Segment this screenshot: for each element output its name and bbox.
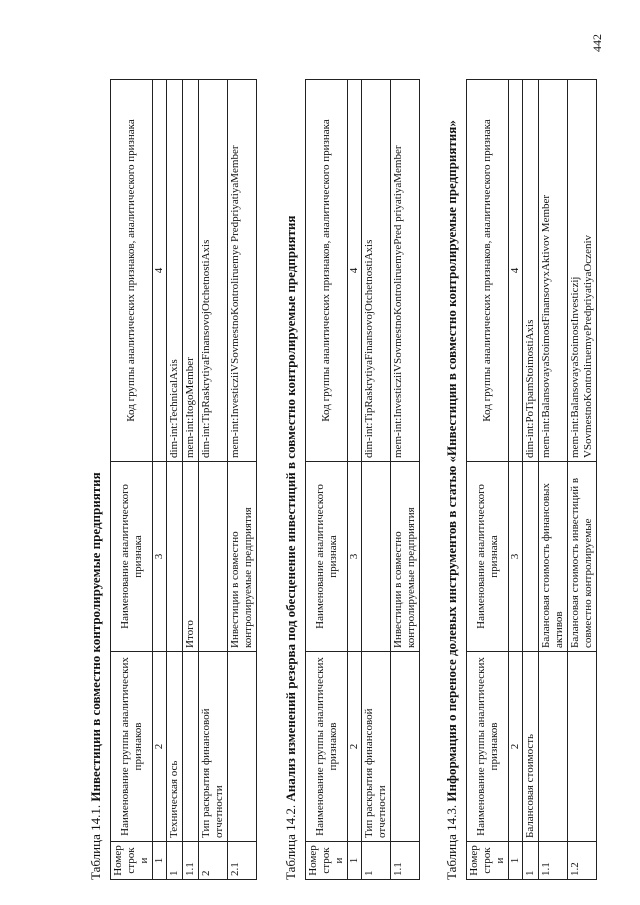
table-14-1-caption [88, 50, 104, 880]
header-cell: Код группы аналитических признаков, аналитического признака [467, 80, 509, 462]
caption-prefix: Таблица 14.3. [444, 804, 459, 880]
feature-name: Итого [183, 462, 199, 652]
group-name: Тип раскрытия финансовой отчетности [199, 652, 228, 842]
page-number: 442 [590, 34, 604, 52]
row-number: 1.1 [391, 842, 420, 880]
group-name [568, 652, 597, 842]
row-number: 2.1 [228, 842, 257, 880]
column-number: 2 [509, 652, 523, 842]
group-name: Техническая ось [167, 652, 183, 842]
feature-code: mem-int:BalansovayaStoimostFinansovyxAktivov Member [539, 80, 568, 462]
column-number: 2 [348, 652, 362, 842]
group-name [539, 652, 568, 842]
table-row [568, 80, 597, 880]
group-name [228, 652, 257, 842]
caption-title: Информация о переносе долевых инструментов в статью «Инвестиции в совместно контролируемые предприятия» [444, 120, 459, 802]
header-cell: Номер строки [111, 842, 153, 880]
header-cell: Наименование аналитического признака [467, 462, 509, 652]
table-row [228, 80, 257, 880]
column-number: 4 [509, 80, 523, 462]
header-row [111, 80, 153, 880]
row-number: 1.2 [568, 842, 597, 880]
caption-prefix: Таблица 14.2. [283, 804, 298, 880]
header-cell: Код группы аналитических признаков, аналитического признака [111, 80, 153, 462]
feature-name [523, 462, 539, 652]
row-number: 2 [199, 842, 228, 880]
table-row [362, 80, 391, 880]
table-14-2 [305, 79, 420, 880]
table-14-1 [110, 79, 257, 880]
header-cell: Наименование группы аналитических признаков [111, 652, 153, 842]
feature-code: mem-int:InvesticziiVSovmestnoKontroliruemyePred priyatiyaMember [391, 80, 420, 462]
feature-code: dim-int:PoTipamStoimostiAxis [523, 80, 539, 462]
table-row [199, 80, 228, 880]
header-cell: Наименование аналитического признака [306, 462, 348, 652]
header-cell: Наименование аналитического признака [111, 462, 153, 652]
column-number: 4 [153, 80, 167, 462]
column-number: 2 [153, 652, 167, 842]
group-name: Тип раскрытия финансовой отчетности [362, 652, 391, 842]
header-row [467, 80, 509, 880]
column-number-row [348, 80, 362, 880]
feature-name: Балансовая стоимость инвестиций в совместно контролируемые [568, 462, 597, 652]
table-row [391, 80, 420, 880]
table-14-3-caption [444, 50, 460, 880]
column-number: 3 [153, 462, 167, 652]
header-cell: Номер строки [467, 842, 509, 880]
column-number: 1 [348, 842, 362, 880]
column-number: 4 [348, 80, 362, 462]
group-name: Балансовая стоимость [523, 652, 539, 842]
caption-title: Анализ изменений резерва под обесценение инвестиций в совместно контролируемые предприятия [283, 215, 298, 802]
feature-name [167, 462, 183, 652]
table-row [539, 80, 568, 880]
caption-title: Инвестиции в совместно контролируемые предприятия [88, 472, 103, 802]
table-row [183, 80, 199, 880]
row-number: 1 [167, 842, 183, 880]
header-cell: Наименование группы аналитических признаков [467, 652, 509, 842]
column-number: 3 [509, 462, 523, 652]
feature-name [199, 462, 228, 652]
table-row [523, 80, 539, 880]
feature-name: Инвестиции в совместно контролируемые предприятия [228, 462, 257, 652]
feature-code: mem-int:InvesticziiVSovmestnoKontroliruemye PredpriyatiyaMember [228, 80, 257, 462]
column-number: 1 [509, 842, 523, 880]
table-14-3 [466, 79, 597, 880]
feature-code: dim-int:TipRaskrytiyaFinansovojOtchetnostiAxis [199, 80, 228, 462]
group-name [391, 652, 420, 842]
caption-prefix: Таблица 14.1. [88, 804, 103, 880]
feature-name [362, 462, 391, 652]
header-cell: Номер строки [306, 842, 348, 880]
feature-code: dim-int:TipRaskrytiyaFinansovojOtchetnostiAxis [362, 80, 391, 462]
column-number: 1 [153, 842, 167, 880]
row-number: 1 [362, 842, 391, 880]
column-number-row [509, 80, 523, 880]
feature-code: mem-int:BalansovayaStoimostInvesticzij VSovmestnoKontroliruemyePredpriyatiyaOczeniv [568, 80, 597, 462]
group-name [183, 652, 199, 842]
row-number: 1 [523, 842, 539, 880]
feature-name: Балансовая стоимость финансовых активов [539, 462, 568, 652]
table-14-2-caption [283, 50, 299, 880]
feature-name: Инвестиции в совместно контролируемые предприятия [391, 462, 420, 652]
column-number: 3 [348, 462, 362, 652]
row-number: 1.1 [539, 842, 568, 880]
column-number-row [153, 80, 167, 880]
feature-code: dim-int:TechnicalAxis [167, 80, 183, 462]
header-row [306, 80, 348, 880]
header-cell: Код группы аналитических признаков, аналитического признака [306, 80, 348, 462]
feature-code: mem-int:ItogoMember [183, 80, 199, 462]
rotated-page-content [88, 50, 594, 880]
table-row [167, 80, 183, 880]
header-cell: Наименование группы аналитических признаков [306, 652, 348, 842]
row-number: 1.1 [183, 842, 199, 880]
